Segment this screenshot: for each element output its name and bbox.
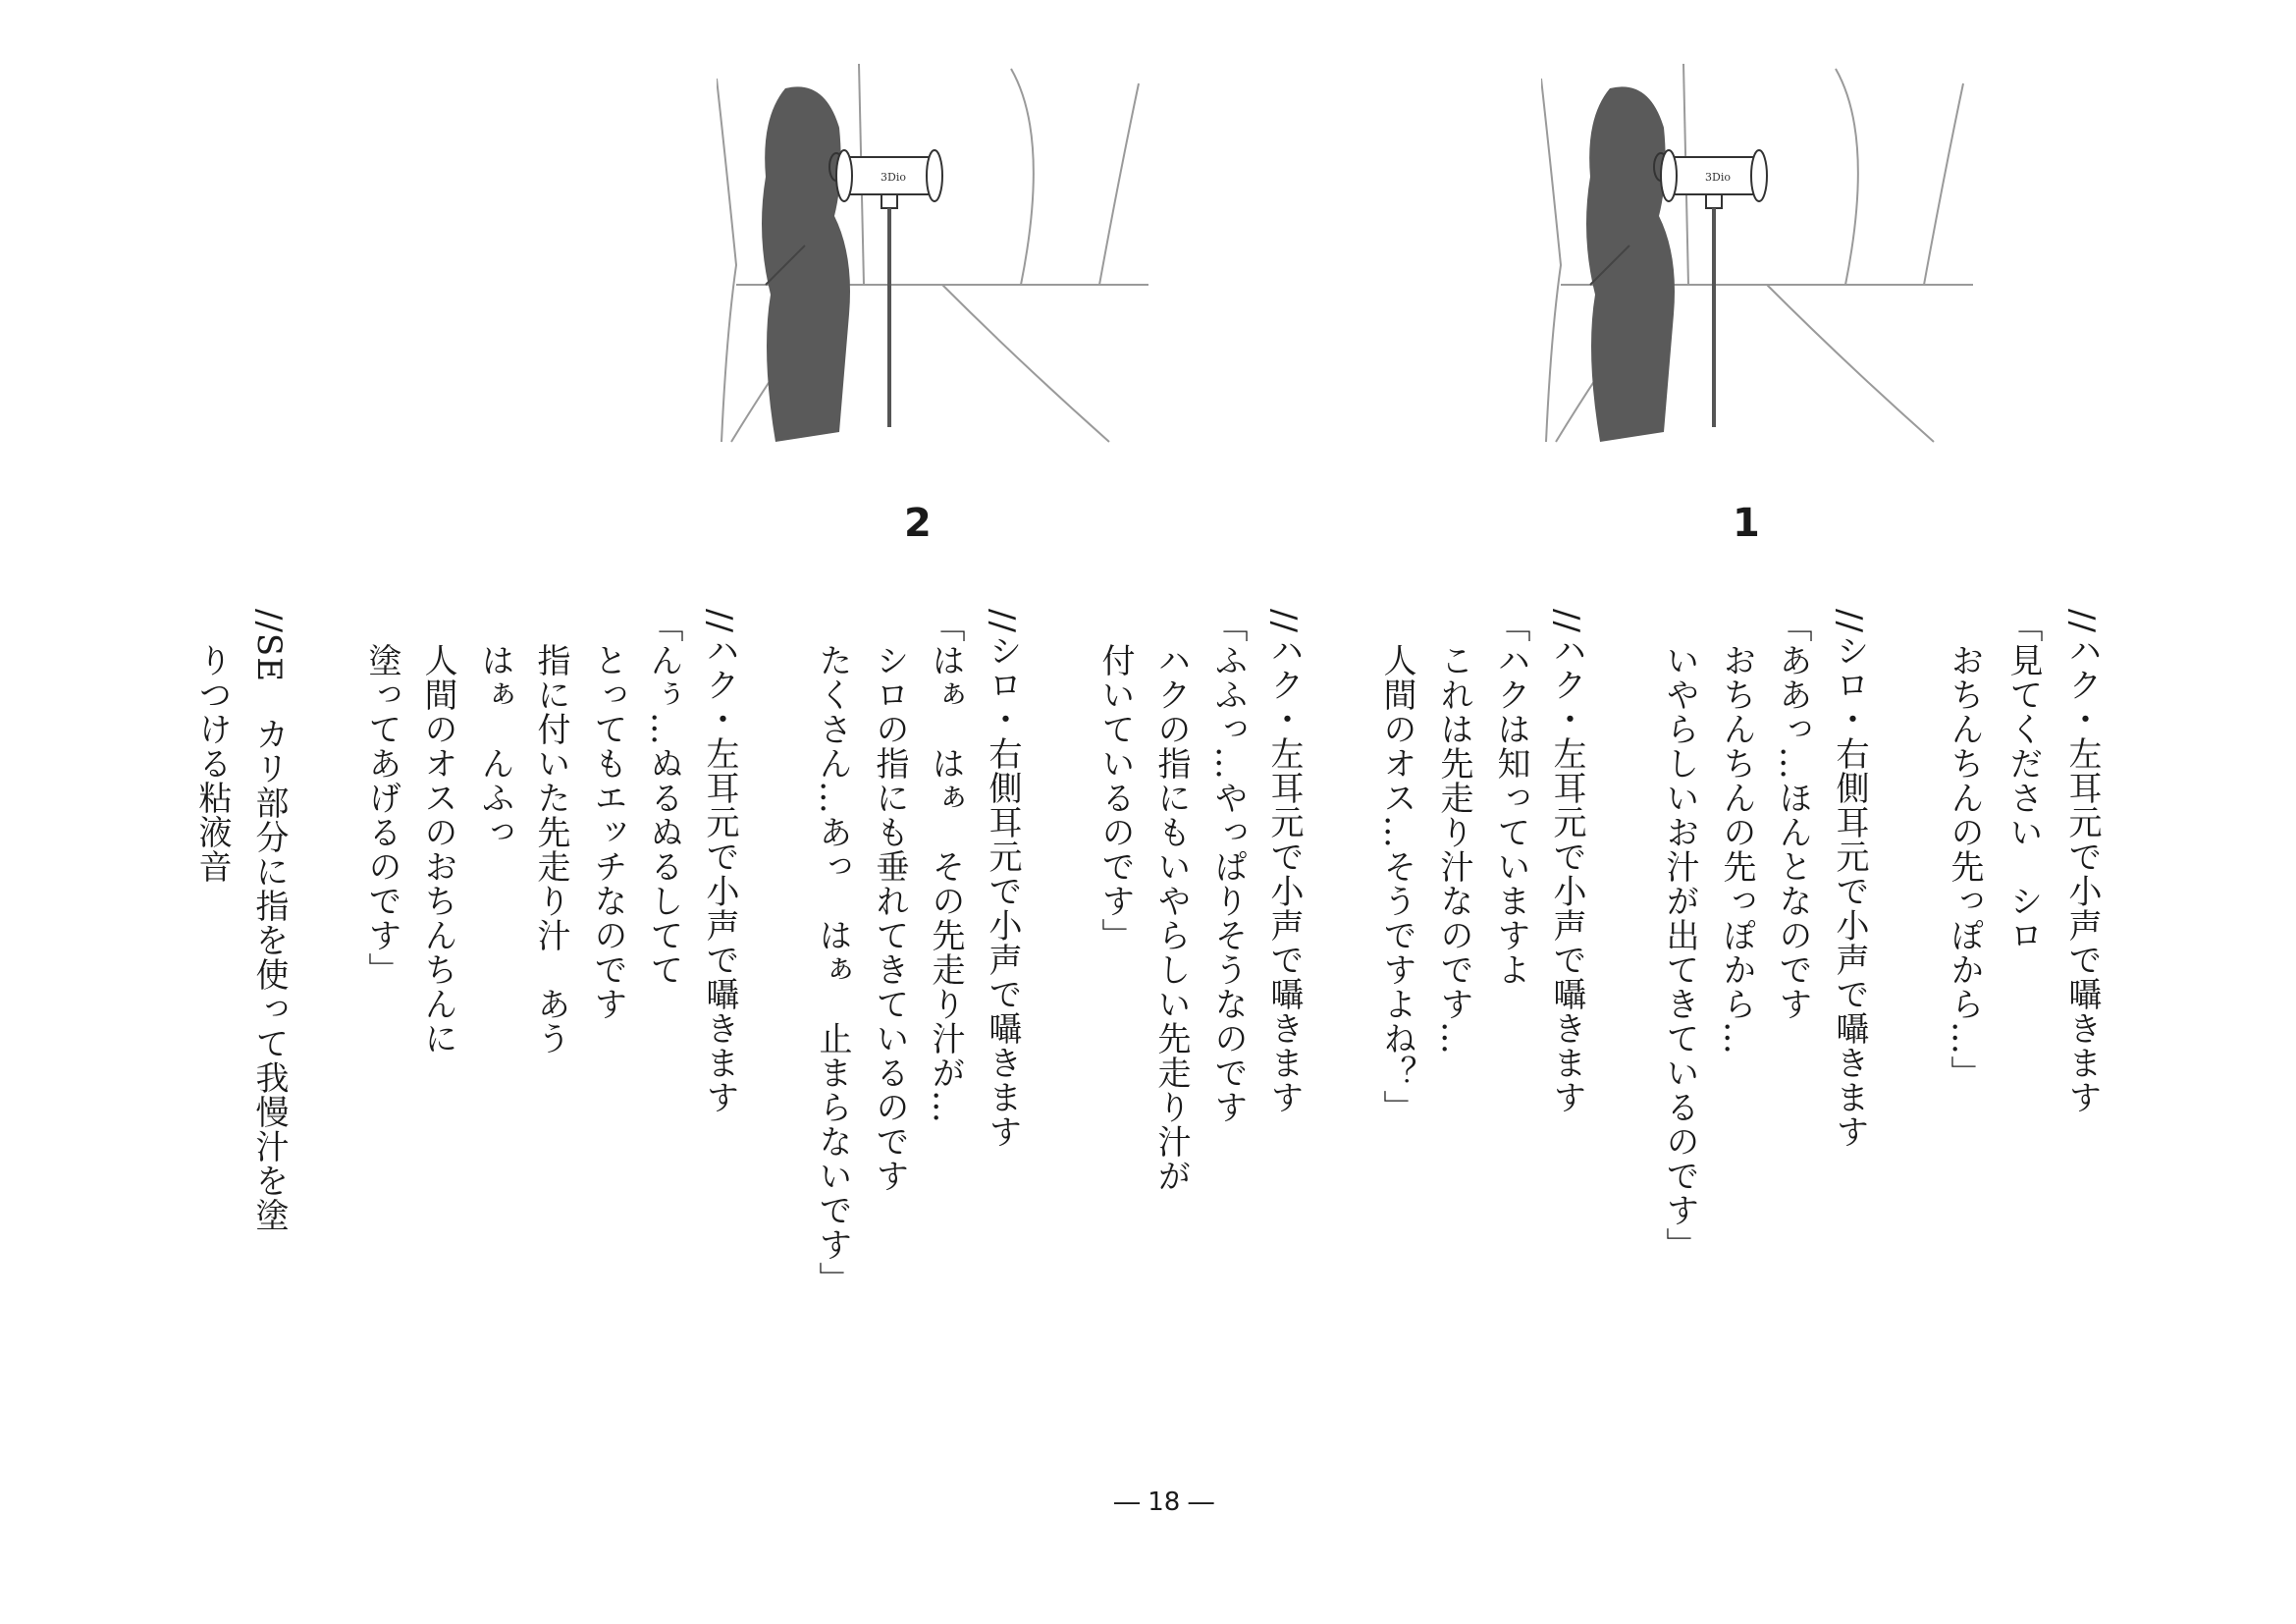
text-column-10: これは先走り汁なのです… — [1434, 609, 1473, 1056]
figure-2-illustration — [717, 59, 1148, 452]
text-column-25: 人間のオスのおちんちんに — [418, 609, 457, 1056]
figure-1-number: 1 — [1733, 501, 1760, 546]
text-column-23: 指に付いた先走り汁 あう — [531, 609, 570, 1056]
text-column-14: ハクの指にもいやらしい先走り汁が — [1151, 609, 1191, 1193]
text-column-4: //シロ・右側耳元で小声で囁きます — [1830, 609, 1869, 1149]
text-column-22: とってもエッチなのです — [588, 609, 627, 1021]
mic-brand-label-2: 3Dio — [881, 171, 906, 184]
text-column-5: 「ああっ…ほんとなのです — [1773, 609, 1812, 1021]
text-column-28: りつける粘液音 — [192, 609, 232, 884]
text-column-16: //シロ・右側耳元で小声で囁きます — [983, 609, 1022, 1149]
text-column-9: 「ハクは知っていますよ — [1491, 609, 1530, 987]
text-column-2: 「見てください シロ — [2003, 609, 2043, 952]
text-column-12: //ハク・左耳元で小声で囁きます — [1264, 609, 1304, 1114]
text-column-19: たくさん…あっ はぁ 止まらないです」 — [813, 609, 852, 1296]
text-column-24: はぁ んふっ — [475, 609, 514, 849]
text-column-11: 人間のオス…そうですよね？」 — [1377, 609, 1416, 1124]
figure-1-illustration — [1541, 59, 1973, 452]
text-column-18: シロの指にも垂れてきているのです — [870, 609, 909, 1193]
text-column-27: //SE カリ部分に指を使って我慢汁を塗 — [249, 609, 289, 1233]
text-column-1: //ハク・左耳元で小声で囁きます — [2062, 609, 2102, 1114]
page-number: ― 18 ― — [1114, 1488, 1214, 1517]
text-column-26: 塗ってあげるのです」 — [362, 609, 401, 987]
text-column-7: いやらしいお汁が出てきているのです」 — [1660, 609, 1699, 1262]
text-column-21: 「んぅ…ぬるぬるしてて — [644, 609, 683, 987]
mic-brand-label-1: 3Dio — [1705, 171, 1731, 184]
text-column-8: //ハク・左耳元で小声で囁きます — [1547, 609, 1586, 1114]
text-column-6: おちんちんの先っぽから… — [1717, 609, 1756, 1056]
text-column-20: //ハク・左耳元で小声で囁きます — [700, 609, 739, 1114]
figure-2-number: 2 — [904, 501, 932, 546]
text-column-15: 付いているのです」 — [1095, 609, 1135, 952]
text-column-3: おちんちんの先っぽから…」 — [1945, 609, 1984, 1090]
text-column-17: 「はぁ はぁ その先走り汁が… — [926, 609, 965, 1124]
text-column-13: 「ふふっ…やっぱりそうなのです — [1208, 609, 1248, 1124]
binaural-mic-scene-1 — [1541, 59, 1973, 452]
binaural-mic-scene-2 — [717, 59, 1148, 452]
